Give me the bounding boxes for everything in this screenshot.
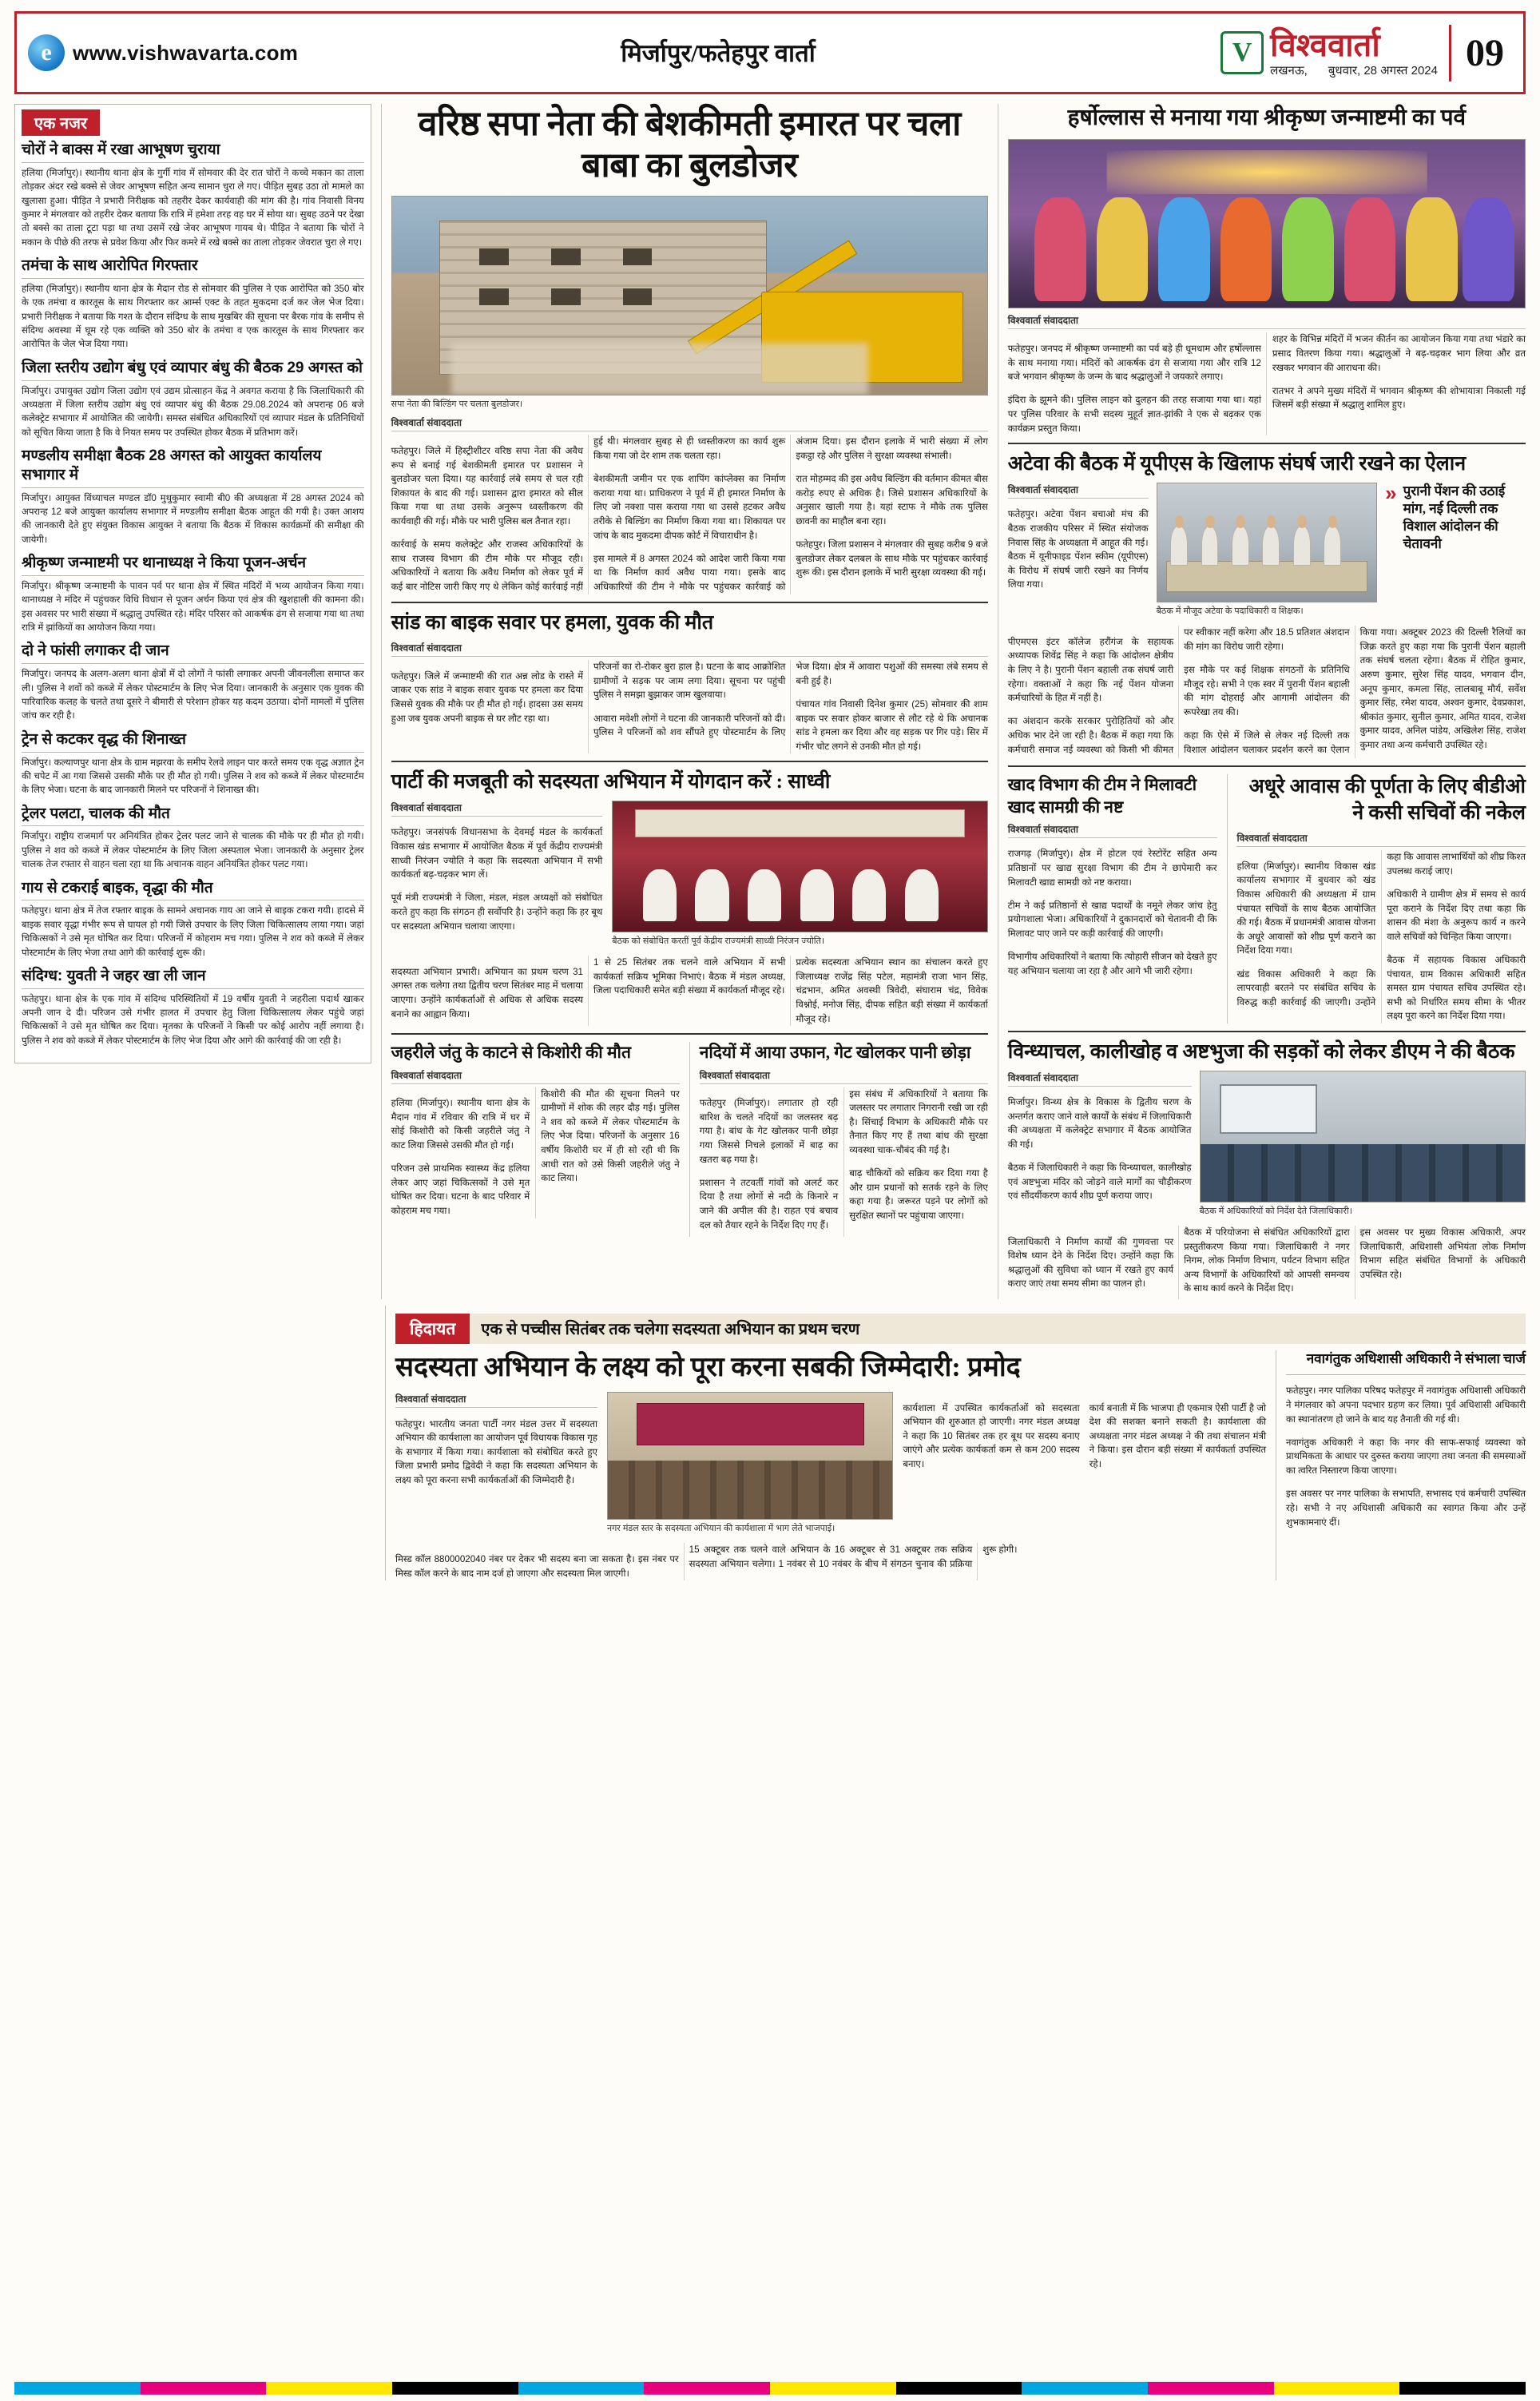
party-byline: विश्ववार्ता संवाददाता bbox=[391, 801, 603, 817]
brand-logo bbox=[1220, 26, 1438, 78]
website-url[interactable]: www.vishwavarta.com bbox=[73, 40, 299, 65]
sidebar-news-item[interactable] bbox=[22, 879, 364, 960]
sidebar-item-body: हलिया (मिर्जापुर)। स्थानीय थाना क्षेत्र के मैदान रोड से सोमवार की पुलिस ने एक आरोपित को 350 बोर के एक तमंचा व कारतूस के साथ गिरफ्तार कर आर्म्स एक्ट के तहत मुकदमा दर्ज कर जेल भेज दिया। प्रभारी निरीक्षक ने बताया कि गश्त के दौरान संदिग्ध के साथ मुखबिर की सूचना पर बैरक गांव के समीप से संदिग्ध अवस्था में घूम रहे एक व्यक्ति को 350 बोर के तमंचा व एक कारतूस के साथ गिरफ्तार कर आरोपित के जेल भेज दिया गया। bbox=[22, 283, 364, 350]
river-flood-byline: विश्ववार्ता संवाददाता bbox=[700, 1068, 988, 1084]
lead-headline: वरिष्ठ सपा नेता की बेशकीमती इमारत पर चला बाबा का बुलडोजर bbox=[418, 105, 961, 185]
river-flood-headline: नदियों में आया उफान, गेट खोलकर पानी छोड़ा bbox=[699, 1043, 971, 1063]
sidebar-item-body: मिर्जापुर। राष्ट्रीय राजमार्ग पर अनियंत्रित होकर ट्रेलर पलट जाने से चालक की मौके पर ही मौत हो गयी। पुलिस ने शव को कब्जे में लेकर पोस्टमार्टम के लिए जिला अस्पताल भेजा। जानकारी के अनुसार ट्रेलर चालक तेज रफ्तार से वाहन चला रहा था कि अचानक वाहन अनियंत्रित होकर पलट गया। bbox=[22, 831, 364, 870]
sidebar-news-item[interactable] bbox=[22, 554, 364, 634]
color-registration-strip bbox=[14, 2382, 1526, 2395]
food-dept-byline: विश्ववार्ता संवाददाता bbox=[1008, 822, 1217, 838]
story-para: हलिया (मिर्जापुर)। स्थानीय विकास खंड कार्यालय सभागार में बुधवार को खंड विकास अधिकारी की अध्यक्षता में ग्राम पंचायत सचिवों के साथ बैठक आयोजित की गई। बैठक में प्रधानमंत्री आवास योजना के अधूरे आवासों को शीघ्र पूर्ण कराने का निर्देश दिया गया। bbox=[1236, 861, 1376, 956]
story-para: कार्य बनाती में कि भाजपा ही एकमात्र ऐसी पार्टी है जो देश की सशक्त बनाने सकती है। कार्यशाला की अध्यक्षता नगर मंडल अध्यक्ष ने की तथा संचालन मंत्री ने किया। इस दौरान बड़ी संख्या में कार्यकर्ता उपस्थित रहे। bbox=[1089, 1402, 1267, 1469]
bottom-left-spacer bbox=[14, 1306, 375, 1580]
lead-para: फतेहपुर। जिले में हिस्ट्रीशीटर वरिष्ठ सपा नेता की अवैध रूप से बनाई गई बेशकीमती इमारत पर प्रशासन ने बुलडोजर चला दिया। यह कार्रवाई लंबे समय से चल रही शिकायत के बाद की गई। प्रशासन द्वारा इमारत को सील किया गया था तथा उसके अनुरूप ध्वस्तीकरण की कार्यवाही की गई। मौके पर भारी पुलिस बल तैनात रहा। bbox=[391, 445, 584, 527]
bull-attack-body bbox=[391, 660, 988, 753]
sidebar-news-item[interactable] bbox=[22, 359, 364, 439]
bull-attack-story bbox=[391, 610, 988, 754]
page-number: 09 bbox=[1449, 25, 1515, 81]
story-para: इस मौके पर कई शिक्षक संगठनों के प्रतिनिधि मौजूद रहे। सभी ने एक स्वर में पुरानी पेंशन बहाली की मांग दोहराई और आगामी आंदोलन की रूपरेखा तय की। bbox=[1184, 664, 1350, 718]
sidebar-item-body: फतेहपुर। थाना क्षेत्र के एक गांव में संदिग्ध परिस्थितियों में 19 वर्षीय युवती ने जहरीला पदार्थ खाकर अपनी जान दे दी। परिजन उसे गंभीर हालत में उपचार हेतु जिला चिकित्सालय लेकर पहुंचे जहां चिकित्सकों ने उसे मृत घोषित कर दिया। मृतका के परिजनों ने किसी पर कोई आरोप नहीं लगाया है। पुलिस ने शव को कब्जे में लेकर पोस्टमार्टम के लिए भेज दिया और आगे की कार्रवाई की जा रही है। bbox=[22, 993, 364, 1046]
page-content bbox=[14, 104, 1526, 1299]
story-para: फतेहपुर। जिले में जन्माष्टमी की रात अन्न लोड के रास्ते में जाकर एक सांड ने बाइक सवार युवक पर हमला कर दिया जिससे युवक की मौके पर ही मौत हो गई। हादसा उस समय हुआ जब युवक अपनी बाइक से घर लौट रहा था। bbox=[391, 670, 584, 724]
party-body-rest bbox=[391, 956, 988, 1026]
sidebar-item-title: जिला स्तरीय उद्योग बंधु एवं व्यापार बंधु की बैठक 29 अगस्त को bbox=[22, 359, 364, 381]
sidebar-item-title: चोरों ने बाक्स में रखा आभूषण चुराया bbox=[22, 141, 364, 163]
lead-photo-caption: सपा नेता की बिल्डिंग पर चलता बुलडोजर। bbox=[391, 399, 523, 409]
child-death-headline: जहरीले जंतु के काटने से किशोरी की मौत bbox=[391, 1043, 631, 1063]
bottom-section bbox=[14, 1306, 1526, 1580]
masthead bbox=[14, 11, 1526, 94]
story-para: राजगढ़ (मिर्जापुर)। क्षेत्र में होटल एवं रेस्टोरेंट सहित अन्य प्रतिष्ठानों पर खाद्य सुरक्षा विभाग की टीम ने छापेमारी कर मिलावटी खाद्य सामग्री को नष्ट कराया। bbox=[1007, 849, 1217, 888]
sidebar-item-title: दो ने फांसी लगाकर दी जान bbox=[22, 642, 364, 664]
krishna-headline: हर्षोल्लास से मनाया गया श्रीकृष्ण जन्माष्टमी का पर्व bbox=[1067, 105, 1467, 130]
story-para: इंदिरा के झूमने की। पुलिस लाइन को दुलहन की तरह सजाया गया था। यहां पर पुलिस परिवार के सभी सदस्य मुहूर्त ज्ञात-झांकी ने एक से बढ़कर एक कार्यक्रम प्रस्तुत किया। bbox=[1007, 395, 1261, 434]
story-para: नवागंतुक अधिकारी ने कहा कि नगर की साफ-सफाई व्यवस्था को प्राथमिकता के आधार पर दुरुस्त कराया जाएगा तथा जनता की समस्याओं का त्वरित निस्तारण किया जाएगा। bbox=[1286, 1437, 1526, 1477]
story-para: प्रशासन ने तटवर्ती गांवों को अलर्ट कर दिया है तथा लोगों से नदी के किनारे न जाने की अपील की है। राहत एवं बचाव दल को तैयार रहने के निर्देश दिए गए हैं। bbox=[699, 1177, 839, 1230]
story-para: बैठक में जिलाधिकारी ने कहा कि विन्ध्याचल, कालीखोह एवं अष्टभुजा मंदिर को जोड़ने वाले मार्गों का चौड़ीकरण एवं सौंदर्यीकरण कार्य शीघ्र पूर्ण कराया जाए। bbox=[1007, 1163, 1192, 1202]
sidebar-item-title: श्रीकृष्ण जन्माष्टमी पर थानाध्यक्ष ने किया पूजन-अर्चन bbox=[22, 554, 364, 576]
lead-para: कार्रवाई के समय कलेक्ट्रेट और राजस्व अधिकारियों के साथ राजस्व विभाग की टीम मौके पर मौजूद रही। अधिकारियों ने बताया कि अवैध निर्माण को लेकर पूर्व में कई बार नोटिस जारी किए गए थे लेकिन कोई कार्रवाई नहीं हुई थी। मंगलवार सुबह से ही ध्वस्तीकरण का कार्य शुरू किया गया जो देर शाम तक चलता रहा। bbox=[391, 436, 786, 592]
sidebar-news-item[interactable] bbox=[22, 805, 364, 872]
story-para: विभागीय अधिकारियों ने बताया कि त्योहारी सीजन को देखते हुए यह अभियान चलाया जा रहा है और आगे भी जारी रहेगा। bbox=[1007, 952, 1217, 976]
story-para: पीएमएस इंटर कॉलेज हरौंगंज के सहायक अध्यापक शिवेंद्र सिंह ने कहा कि आंदोलन क्षेत्रीय के लिए ने है। पुरानी पेंशन बहाली तक संघर्ष जारी रहेगा। वक्ताओं ने कहा कि नई पेंशन योजना कर्मचारियों के हित में नहीं है। bbox=[1007, 636, 1174, 704]
sidebar-item-title: ट्रेन से कटकर वृद्ध की शिनाख्त bbox=[22, 730, 364, 753]
story-para: पूर्व मंत्री राज्यमंत्री ने जिला, मंडल, मंडल अध्यक्षों को संबोधित करते हुए कहा कि संगठन ही सर्वोपरि है। उन्होंने कहा कि हर बूथ पर सदस्यता अभियान चलाया जाएगा। bbox=[391, 892, 603, 932]
story-para: सदस्यता अभियान प्रभारी। अभियान का प्रथम चरण 31 अगस्त तक चलेगा तथा द्वितीय चरण सितंबर माह में चलाया जाएगा। उन्होंने कार्यकर्ताओं से अधिक से अधिक सदस्य बनाने का आह्वान किया। bbox=[391, 966, 584, 1020]
story-para: इस संबंध में अधिकारियों ने बताया कि जलस्तर पर लगातार निगरानी रखी जा रही है। सिंचाई विभाग के अधिकारी मौके पर तैनात किए गए हैं तथा बांध की सुरक्षा व्यवस्था चाक-चौबंद की गई है। bbox=[849, 1088, 988, 1155]
sidebar-item-title: तमंचा के साथ आरोपित गिरफ्तार bbox=[22, 256, 364, 279]
river-flood-story bbox=[700, 1042, 988, 1237]
vindhyachal-byline: विश्ववार्ता संवाददाता bbox=[1008, 1071, 1192, 1087]
atewa-meeting-photo bbox=[1157, 483, 1377, 602]
membership-banner bbox=[395, 1314, 1526, 1344]
vindhyachal-photo-caption: बैठक में अधिकारियों को निर्देश देते जिलाधिकारी। bbox=[1199, 1206, 1352, 1216]
sidebar-item-title: मण्डलीय समीक्षा बैठक 28 अगस्त को आयुक्त कार्यालय सभागार में bbox=[22, 447, 364, 488]
sidebar-item-body: मिर्जापुर। श्रीकृष्ण जन्माष्टमी के पावन पर्व पर थाना क्षेत्र में स्थित मंदिरों में भव्य आयोजन किया गया। थानाध्यक्ष ने मंदिर में पहुंचकर विधि विधान से पूजन अर्चन किया एवं क्षेत्र की खुशहाली की कामना की। इस अवसर पर भारी संख्या में श्रद्धालु उपस्थित रहे। मंदिर परिसर को आकर्षक ढंग से सजाया गया था तथा रात्रि में झांकियों का आयोजन किया गया। bbox=[22, 580, 364, 634]
membership-story bbox=[395, 1350, 1266, 1580]
story-para: फतेहपुर। भारतीय जनता पार्टी नगर मंडल उत्तर में सदस्यता अभियान की कार्यशाला का आयोजन पूर्व विधायक विकास गृह के सभागार में किया गया। कार्यशाला को संबोधित करते हुए जिला प्रभारी प्रमोद द्विवेदी ने कहा कि सदस्यता अभियान के लक्ष्य को पूरा करना सभी कार्यकर्ताओं की जिम्मेदारी है। bbox=[395, 1418, 597, 1485]
two-story-row bbox=[391, 1042, 988, 1237]
lead-story bbox=[391, 104, 988, 594]
story-para: कार्यशाला में उपस्थित कार्यकर्ताओं को सदस्यता अभियान की शुरुआत हो जाएगी। नगर मंडल अध्यक्ष ने कहा कि 10 सितंबर तक हर बूथ पर सदस्य बनाए जाएंगे और प्रत्येक कार्यकर्ता कम से कम 200 सदस्य बनाए। bbox=[903, 1402, 1080, 1469]
center-column bbox=[391, 104, 988, 1299]
brand-name: विश्ववार्ता bbox=[1270, 26, 1380, 63]
food-dept-story bbox=[1008, 774, 1217, 1024]
right-column bbox=[1008, 104, 1526, 1299]
story-para: आवारा मवेशी लोगों ने घटना की जानकारी परिजनों को दी। पुलिस ने परिजनों को शव सौंपते हुए पोस्टमार्टम के लिए भेज दिया। क्षेत्र में आवारा पशुओं की समस्या लंबे समय से बनी हुई है। bbox=[593, 662, 988, 738]
child-death-story bbox=[391, 1042, 680, 1237]
story-para: टीम ने कई प्रतिष्ठानों से खाद्य पदार्थों के नमूने लेकर जांच हेतु प्रयोगशाला भेजा। अधिकारियों ने दुकानदारों को चेतावनी दी कि मिलावट पाए जाने पर कड़ी कार्रवाई की जाएगी। bbox=[1007, 900, 1217, 940]
story-para: फतेहपुर। जनसंपर्क विधानसभा के देवमई मंडल के कार्यकर्ता विकास खंड सभागार में आयोजित बैठक में पूर्व केंद्रीय राज्यमंत्री साध्वी निरंजन ज्योति ने कहा कि सदस्यता अभियान में सभी कार्यकर्ता बढ़-चढ़कर भाग लें। bbox=[391, 827, 603, 880]
column-divider bbox=[381, 104, 382, 1299]
awas-story bbox=[1236, 774, 1526, 1024]
story-para: अधिकारी ने ग्रामीण क्षेत्र में समय से कार्य पूरा कराने के निर्देश दिए तथा कहा कि शासन की मंशा के अनुरूप कार्य न करने वाले सचिवों को चिन्हित किया जाएगा। bbox=[1387, 889, 1526, 942]
membership-photo-caption: नगर मंडल स्तर के सदस्यता अभियान की कार्यशाला में भाग लेते भाजपाई। bbox=[606, 1523, 835, 1533]
vindhyachal-body bbox=[1008, 1226, 1526, 1299]
atewa-story bbox=[1008, 451, 1526, 758]
story-para: बैठक में सहायक विकास अधिकारी पंचायत, ग्राम विकास अधिकारी सहित समस्त ग्राम पंचायत सचिव उपस्थित रहे। सभी को निर्धारित समय सीमा के भीतर लक्ष्य पूरा करने का निर्देश दिया गया। bbox=[1387, 955, 1526, 1022]
lead-para: बेशकीमती जमीन पर एक शापिंग कांप्लेक्स का निर्माण कराया गया था। प्राधिकरण ने पूर्व में ही इमारत निर्माण के लिए जो नक्शा पास कराया गया था उससे हटकर अवैध तरीके से बिल्डिंग का निर्माण किया गया था। शिकायत पर जांच के बाद मुकदमा दीपक कोर्ट में विचाराधीन है। bbox=[593, 474, 786, 541]
party-meeting-photo bbox=[612, 801, 987, 932]
sidebar-item-body: फतेहपुर। थाना क्षेत्र में तेज रफ्तार बाइक के सामने अचानक गाय आ जाने से बाइक टकरा गयी। हादसे में बाइक सवार वृद्धा गंभीर रूप से घायल हो गयी जिसे उपचार के लिए जिला चिकित्सालय लाया गया। जहां चिकित्सकों ने उसे मृत घोषित कर दिया। परिजनों में कोहराम मच गया। पुलिस ने शव को कब्जे में लेकर पोस्टमार्टम के लिए भेजा तथा आगे की कार्रवाई शुरू की। bbox=[22, 905, 364, 958]
sidebar-news-item[interactable] bbox=[22, 447, 364, 547]
v-logo-icon: V bbox=[1220, 31, 1264, 74]
krishna-byline: विश्ववार्ता संवाददाता bbox=[1008, 313, 1526, 329]
masthead-left bbox=[17, 34, 360, 71]
story-para: प्रत्येक सदस्यता अभियान स्थान का संचालन करते हुए जिलाध्यक्ष राजेंद्र सिंह पटेल, महामंत्री राजा भान सिंह, चंद्रभान, अमित अवस्थी त्रिवेदी, संघाराम चंद्र, विवेक विश्नोई, मनोज सिंह, दीपक सहित बड़ी संख्या में कार्यकर्ता मौजूद रहे। bbox=[796, 957, 988, 1024]
story-para: 15 अक्टूबर तक चलने वाले अभियान के 16 अक्टूबर से 31 अक्टूबर तक सक्रिय सदस्यता अभियान चलेगा। 1 नवंबर से 10 नवंबर के बीच में संगठन चुनाव की प्रक्रिया शुरू होगी। bbox=[689, 1544, 1018, 1569]
membership-byline: विश्ववार्ता संवाददाता bbox=[395, 1392, 597, 1408]
lead-para: इस मामले में 8 अगस्त 2024 को आदेश जारी किया गया था कि निर्माण कार्य अवैध पाया गया। इसके बाद अधिकारियों की टीम ने मौके पर पहुंचकर कार्रवाई को अंजाम दिया। इस दौरान इलाके में भारी संख्या में लोग इकट्ठा रहे और पुलिस ने सुरक्षा व्यवस्था संभाली। bbox=[593, 436, 988, 592]
story-para: परिजनों का रो-रोकर बुरा हाल है। घटना के बाद आक्रोशित ग्रामीणों ने सड़क पर जाम लगा दिया। सूचना पर पहुंची पुलिस ने समझा बुझाकर जाम खुलवाया। bbox=[593, 662, 786, 701]
story-para: का अंशदान करके सरकार पुरोहितियों को और अधिक भार देने जा रही है। बैठक में कहा गया कि कर्मचारी समाज नई व्यवस्था को किसी भी कीमत पर स्वीकार नहीं करेगा और 18.5 प्रतिशत अंशदान की मांग का विरोध जारी रहेगा। bbox=[1007, 627, 1350, 755]
membership-workshop-photo bbox=[607, 1392, 893, 1520]
atewa-byline: विश्ववार्ता संवाददाता bbox=[1008, 483, 1149, 499]
story-para: शहर के विभिन्न मंदिरों में भजन कीर्तन का आयोजन किया गया तथा भंडारे का प्रसाद वितरण किया गया। श्रद्धालुओं ने बढ़-चढ़कर भाग लिया और व्रत रखकर भगवान की आराधना की। bbox=[1272, 334, 1526, 373]
sidebar-item-title: संदिग्ध: युवती ने जहर खा ली जान bbox=[22, 967, 364, 989]
lead-para: फतेहपुर। जिला प्रशासन ने मंगलवार की सुबह करीब 9 बजे बुलडोजर लेकर दलबल के साथ मौके पर पहुंचकर कार्रवाई शुरू की। इस दौरान इलाके में भारी सुरक्षा व्यवस्था की गई। bbox=[796, 539, 988, 578]
demolition-photo bbox=[391, 196, 988, 396]
membership-section bbox=[395, 1306, 1526, 1580]
food-awas-row bbox=[1008, 774, 1526, 1024]
sidebar-item-body: मिर्जापुर। उपायुक्त उद्योग जिला उद्योग एवं उद्यम प्रोत्साहन केंद्र ने अवगत कराया है कि जिलाधिकारी की अध्यक्षता में जिला स्तरीय उद्योग बंधु एवं व्यापार बंधु की बैठक 29.08.2024 को अपरान्ह 06 बजे कलेक्ट्रेट सभागार में आयोजित की जायेगी। समस्त संबंधित अधिकारियों एवं व्यापार मंडल के प्रतिनिधियों को सूचित किया जाता है कि वे नियत समय पर उपस्थित होकर बैठक में प्रतिभाग करें। bbox=[22, 385, 364, 438]
sidebar-heading: एक नजर bbox=[22, 109, 100, 136]
story-para: मिस्ड कॉल 8800002040 नंबर पर देकर भी सदस्य बना जा सकता है। इस नंबर पर मिस्ड कॉल करने के बाद नाम दर्ज हो जाएगा और सदस्यता मिल जाएगी। bbox=[395, 1553, 679, 1579]
sidebar-item-body: हलिया (मिर्जापुर)। स्थानीय थाना क्षेत्र के गुर्गी गांव में सोमवार की देर रात चोरों ने कच्चे मकान का ताला तोड़कर अंदर रखे बक्से से जेवर आभूषण सहित अन्य सामान चुरा ले गए। पीड़ित सुबह उठा तो मामले का खुलासा हुआ। पीड़ित ने प्रभारी निरीक्षक को तहरीर देकर कार्यवाही की मांग की है। गांव निवासी विनय कुमार ने मंगलवार को तहरीर देकर बताया कि रात्रि में हमेशा तरह वह घर में सोया था। सुबह उठने पर देखा तो बक्से का ताला टूटा पड़ा था तथा उसमें रखे जेवर आभूषण गायब थे। पीड़ित ने बताया कि चोरों ने मकान के पीछे की तरफ से प्रवेश किया और फिर कमरे में रखे बक्से का ताला तोड़कर जेवरात चुरा ले गए। bbox=[22, 167, 364, 248]
story-para: 1 से 25 सितंबर तक चलने वाले अभियान में सभी कार्यकर्ता सक्रिय भूमिका निभाएं। बैठक में मंडल अध्यक्ष, जिला पदाधिकारी समेत बड़ी संख्या में कार्यकर्ता मौजूद रहे। bbox=[593, 957, 786, 996]
story-para: बाढ़ चौकियों को सक्रिय कर दिया गया है और ग्राम प्रधानों को सतर्क रहने के लिए कहा गया है। जरूरत पड़ने पर लोगों को सुरक्षित स्थानों पर पहुंचाया जाएगा। bbox=[849, 1168, 988, 1222]
story-para: फतेहपुर। जनपद में श्रीकृष्ण जन्माष्टमी का पर्व बड़े ही धूमधाम और हर्षोल्लास के साथ मनाया गया। मंदिरों को आकर्षक ढंग से सजाया गया और रात्रि 12 बजे भगवान श्रीकृष्ण के जन्म के बाद श्रद्धालुओं ने जयकारे लगाए। bbox=[1007, 343, 1261, 383]
krishna-jhanki-photo bbox=[1008, 139, 1526, 308]
party-headline: पार्टी की मजबूती को सदस्यता अभियान में योगदान करें : साध्वी bbox=[391, 771, 831, 793]
brand-date: बुधवार, 28 अगस्त 2024 bbox=[1328, 63, 1438, 78]
story-para: हलिया (मिर्जापुर)। स्थानीय थाना क्षेत्र के मैदान गांव में रविवार की रात्रि में घर में सोई किशोरी को किसी जहरीले जंतु ने काट लिया जिससे उसकी मौत हो गई। bbox=[391, 1098, 530, 1151]
sidebar-item-title: ट्रेलर पलटा, चालक की मौत bbox=[22, 805, 364, 827]
story-para: फतेहपुर। नगर पालिका परिषद फतेहपुर में नवागंतुक अधिशासी अधिकारी ने मंगलवार को अपना पदभार ग्रहण कर लिया। पूर्व अधिशासी अधिकारी का स्थानांतरण हो जाने के बाद यह तैनाती की गई थी। bbox=[1286, 1385, 1526, 1425]
story-para: किशोरी की मौत की सूचना मिलने पर ग्रामीणों में शोक की लहर दौड़ गई। पुलिस ने शव को कब्जे में लेकर पोस्टमार्टम के लिए भेज दिया। परिजनों के अनुसार 16 वर्षीय किशोरी घर में ही सो रही थी कि आधी रात को उसे किसी जहरीले जंतु ने काट लिया। bbox=[541, 1088, 680, 1184]
sidebar-news-item[interactable] bbox=[22, 256, 364, 352]
vindhyachal-story bbox=[1008, 1040, 1526, 1299]
sidebar-item-title: गाय से टकराई बाइक, वृद्धा की मौत bbox=[22, 879, 364, 901]
bull-attack-headline: सांड का बाइक सवार पर हमला, युवक की मौत bbox=[391, 611, 714, 634]
edition-title: मिर्जापुर/फतेहपुर वार्ता bbox=[621, 39, 816, 67]
story-para: परिजन उसे प्राथमिक स्वास्थ्य केंद्र हलिया लेकर आए जहां चिकित्सकों ने उसे मृत घोषित कर दिया। घटना के बाद परिवार में कोहराम मच गया। bbox=[391, 1163, 530, 1217]
sidebar-news-item[interactable] bbox=[22, 967, 364, 1047]
left-sidebar-column bbox=[14, 104, 371, 1299]
vindhyachal-headline: विन्ध्याचल, कालीखोह व अष्टभुजा की सड़कों को लेकर डीएम ने की बैठक bbox=[1007, 1041, 1515, 1063]
charge-story bbox=[1286, 1350, 1526, 1580]
krishna-body bbox=[1008, 332, 1526, 435]
story-para: खंड विकास अधिकारी ने कहा कि लापरवाही बरतने पर संबंधित सचिव के विरुद्ध कड़ी कार्रवाई की जाएगी। उन्होंने कहा कि आवास लाभार्थियों को शीघ्र किश्त उपलब्ध कराई जाए। bbox=[1236, 852, 1526, 1008]
story-para: बैठक में परियोजना से संबंधित अधिकारियों द्वारा प्रस्तुतीकरण किया गया। जिलाधिकारी ने नगर निगम, लोक निर्माण विभाग, पर्यटन विभाग सहित अन्य विभागों के अधिकारियों को आपसी समन्वय के साथ कार्य करने के निर्देश दिए। bbox=[1184, 1226, 1350, 1294]
lead-body bbox=[391, 435, 988, 594]
food-dept-headline: खाद विभाग की टीम ने मिलावटी खाद सामग्री की नष्ट bbox=[1007, 775, 1197, 817]
sidebar-item-body: मिर्जापुर। जनपद के अलग-अलग थाना क्षेत्रों में दो लोगों ने फांसी लगाकर अपनी जीवनलीला समाप्त कर ली। पुलिस ने शवों को कब्जे में लेकर पोस्टमार्टम के लिए भेज दिया। जानकारी के अनुसार एक युवक की पारिवारिक कलह के चलते तथा दूसरे ने बीमारी से परेशान होकर यह कदम उठाया। दोनों मामलों में पुलिस जांच कर रही है। bbox=[22, 669, 364, 721]
party-membership-story bbox=[391, 769, 988, 1026]
story-para: फतेहपुर। अटेवा पेंशन बचाओ मंच की बैठक राजकीय परिसर में स्थित संयोजक निवास सिंह के अध्यक्षता में आहूत की गई। बैठक में यूनीफाइड पेंशन स्कीम (यूपीएस) के विरोध में संघर्ष जारी रखने का निर्णय लिया गया। bbox=[1007, 509, 1149, 590]
pension-note-text: पुरानी पेंशन की उठाई मांग, नई दिल्ली तक विशाल आंदोलन की चेतावनी bbox=[1403, 483, 1506, 552]
awas-headline: अधूरे आवास की पूर्णता के लिए बीडीओ ने कसी सचिवों की नकेल bbox=[1248, 776, 1526, 824]
ek-nazar-box bbox=[14, 104, 371, 1063]
charge-kicker: नवागंतुक अधिशासी अधिकारी ने संभाला चार्ज bbox=[1306, 1350, 1526, 1366]
banner-tag: हिदायत bbox=[395, 1314, 470, 1344]
brand-city: लखनऊ, bbox=[1270, 63, 1308, 78]
sidebar-news-item[interactable] bbox=[22, 730, 364, 797]
bull-attack-byline: विश्ववार्ता संवाददाता bbox=[391, 641, 988, 657]
sidebar-item-body: मिर्जापुर। आयुक्त विंध्याचल मण्डल डॉ0 मुथुकुमार स्वामी बी0 की अध्यक्षता में 28 अगस्त 2024 को अपरान्ह 12 बजे आयुक्त कार्यालय सभागार में मण्डलीय समीक्षा बैठक आहूत की गयी है। उक्त आशय की जानकारी देते हुए संयुक्त विकास आयुक्त ने बताया कि बैठक में विकास कार्यक्रमों की समीक्षा की जायेगी। bbox=[22, 492, 364, 545]
atewa-photo-caption: बैठक में मौजूद अटेवा के पदाधिकारी व शिक्षक। bbox=[1156, 606, 1304, 616]
child-death-byline: विश्ववार्ता संवाददाता bbox=[391, 1068, 680, 1084]
sidebar-news-item[interactable] bbox=[22, 141, 364, 249]
story-para: कहा कि ऐसे में जिले से लेकर नई दिल्ली तक विशाल आंदोलन चलाकर प्रदर्शन करने का ऐलान किया गया। अक्टूबर 2023 की दिल्ली रैलियों का जिक्र करते हुए कहा गया कि पुरानी पेंशन बहाली तक संघर्ष चलता रहेगा। बैठक में रोहित कुमार, अरुण कुमार, सुरेश सिंह यादव, भगवान दीन, अनूप कुमार, कमला सिंह, लालबाबू मौर्य, सर्वेश कुमार सिंह, रमेश यादव, अश्वन कुमार, देवप्रकाश, श्रीकांत कुमार, सुनील कुमार, अमित यादव, राजेश कुमार यादव, अनिल पांडेय, अखिलेश सिंह, राजेश कुमार तथा अन्य कर्मचारी उपस्थित रहे। bbox=[1184, 627, 1526, 755]
story-para: इस अवसर पर मुख्य विकास अधिकारी, अपर जिलाधिकारी, अधिशासी अभियंता लोक निर्माण विभाग सहित संबंधित विभागों के अधिकारी उपस्थित रहे। bbox=[1359, 1226, 1526, 1280]
lead-byline: विश्ववार्ता संवाददाता bbox=[391, 415, 988, 431]
chevron-right-icon: » bbox=[1385, 480, 1397, 505]
story-para: पंचायत गांव निवासी दिनेश कुमार (25) सोमवार की शाम बाइक पर सवार होकर बाजार से लौट रहे थे कि अचानक सांड ने हमला कर दिया और वह सड़क पर गिर पड़े। सिर में गंभीर चोट लगने से उनकी मौत हो गई। bbox=[796, 698, 988, 752]
story-para: रातभर ने अपने मुख्य मंदिरों में भगवान श्रीकृष्ण की शोभायात्रा निकाली गई जिसमें बड़ी संख्या में श्रद्धालु शामिल हुए। bbox=[1272, 385, 1526, 411]
lead-para: रात मोहम्मद की इस अवैध बिल्डिंग की वर्तमान कीमत बीस करोड़ रुपए से अधिक है। जिसे प्रशासन अधिकारियों के अनुसार खाली गया है। यहां स्टाफ ने मौके तक पुलिस छावनी का माहौल बना रहा। bbox=[796, 474, 988, 527]
story-para: जिलाधिकारी ने निर्माण कार्यों की गुणवत्ता पर विशेष ध्यान देने के निर्देश दिए। उन्होंने कहा कि श्रद्धालुओं की सुविधा को ध्यान में रखते हुए कार्य कराए जाएं तथा समय सीमा का पालन हो। bbox=[1007, 1236, 1174, 1290]
membership-headline: सदस्यता अभियान के लक्ष्य को पूरा करना सबकी जिम्मेदारी: प्रमोद bbox=[395, 1352, 1021, 1382]
atewa-body bbox=[1008, 626, 1526, 758]
awas-byline: विश्ववार्ता संवाददाता bbox=[1236, 831, 1526, 847]
sidebar-item-body: मिर्जापुर। कल्याणपुर थाना क्षेत्र के ग्राम मझरवा के समीप रेलवे लाइन पार करते समय एक वृद्ध अज्ञात ट्रेन की चपेट में आ गया जिससे उसकी मौके पर ही मौत हो गयी। पुलिस ने शव को कब्जे में लेकर पोस्टमार्टम के लिए भेजा। घटना के बाद जानकारी मिलने पर परिजनों ने शिनाख्त की। bbox=[22, 757, 364, 796]
party-photo-caption: बैठक को संबोधित करतीं पूर्व केंद्रीय राज्यमंत्री साध्वी निरंजन ज्योति। bbox=[612, 936, 825, 946]
story-para: फतेहपुर (मिर्जापुर)। लगातार हो रही बारिश के चलते नदियों का जलस्तर बढ़ गया है। बांध के गेट खोलकर पानी छोड़ा गया जिससे निचले इलाकों में बाढ़ का खतरा बढ़ गया है। bbox=[699, 1098, 839, 1165]
story-para: मिर्जापुर। विन्ध्य क्षेत्र के विकास के द्वितीय चरण के अन्तर्गत कराए जाने वाले कार्यों के संबंध में जिलाधिकारी की अध्यक्षता में कलेक्ट्रेट सभागार में बैठक आयोजित की गई। bbox=[1007, 1097, 1192, 1151]
sidebar-news-item[interactable] bbox=[22, 642, 364, 722]
pension-note bbox=[1385, 480, 1526, 558]
atewa-headline: अटेवा की बैठक में यूपीएस के खिलाफ संघर्ष जारी रखने का ऐलान bbox=[1007, 453, 1467, 475]
dm-meeting-photo bbox=[1200, 1071, 1526, 1202]
krishna-story bbox=[1008, 104, 1526, 435]
masthead-right bbox=[1076, 25, 1523, 81]
banner-text: एक से पच्चीस सितंबर तक चलेगा सदस्यता अभियान का प्रथम चरण bbox=[470, 1314, 1526, 1344]
globe-icon: e bbox=[28, 34, 65, 71]
story-para: इस अवसर पर नगर पालिका के सभापति, सभासद एवं कर्मचारी उपस्थित रहे। सभी ने नए अधिशासी अधिकारी का स्वागत किया और उन्हें शुभकामनाएं दीं। bbox=[1286, 1489, 1526, 1528]
